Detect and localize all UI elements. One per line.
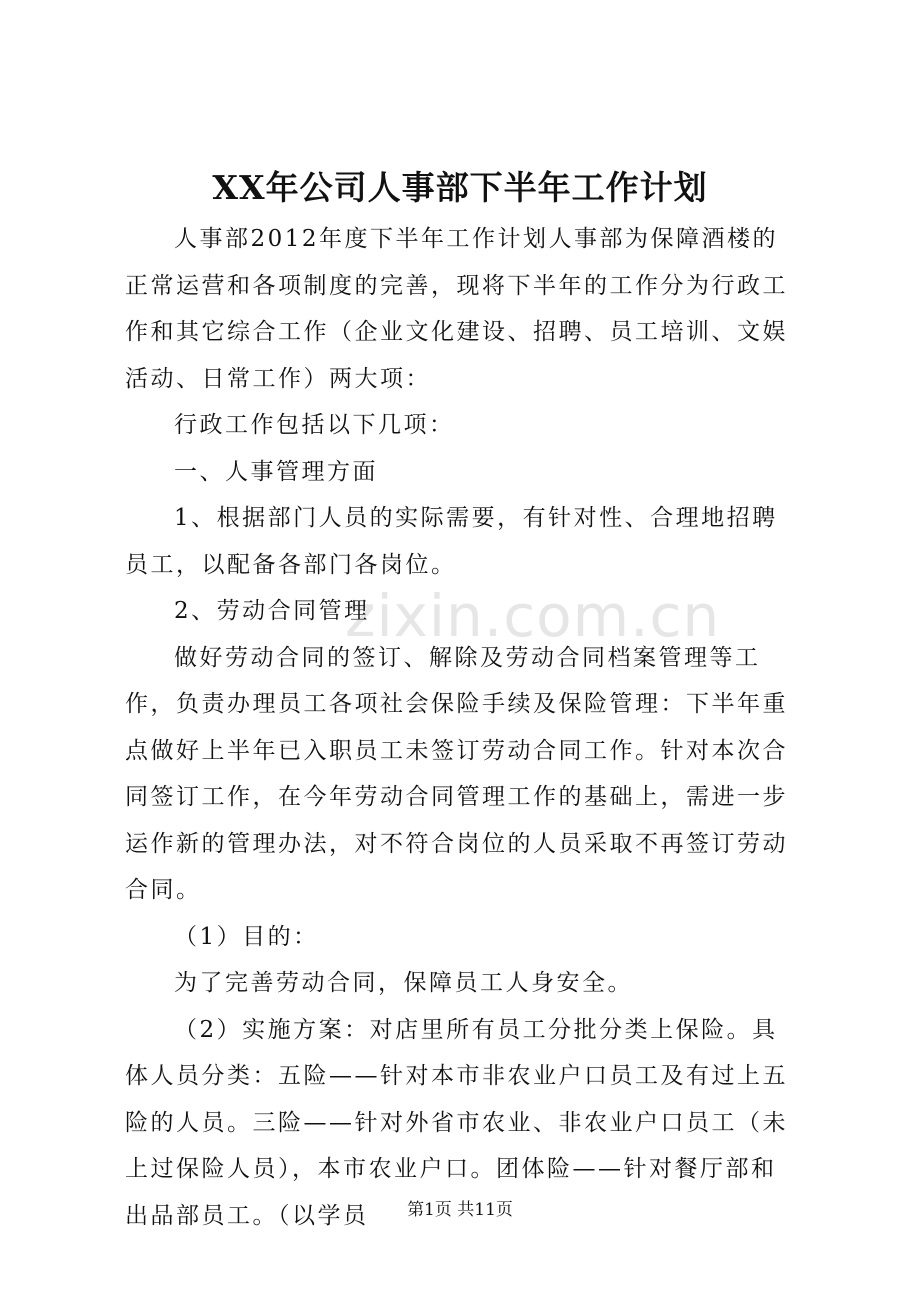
document-body — [125, 216, 800, 1239]
heading-labor-contract: 2、劳动合同管理 — [174, 598, 370, 624]
paragraph-intro: 人事部2012年度下半年工作计划人事部为保障酒楼的正常运营和各项制度的完善，现将下半年的工作分为行政工作和其它综合工作（企业文化建设、招聘、员工培训、文娱活动、日常工作）两大项： — [125, 226, 788, 392]
document-title: XX年公司人事部下半年工作计划 — [212, 168, 708, 207]
paragraph-labor-contract: 做好劳动合同的签订、解除及劳动合同档案管理等工作，负责办理员工各项社会保险手续及保险管理：下半年重点做好上半年已入职员工未签订劳动合同工作。针对本次合同签订工作，在今年劳动合同管理工作的基础上，需进一步运作新的管理办法，对不符合岗位的人员采取不再签订劳动合同。 — [125, 644, 788, 903]
paragraph-purpose: 为了完善劳动合同，保障员工人身安全。 — [174, 970, 633, 996]
heading-personnel-management: 一、人事管理方面 — [174, 458, 378, 485]
paragraph-admin-work: 行政工作包括以下几项： — [174, 412, 455, 438]
page-footer: 第1页 共11页 — [407, 1200, 513, 1220]
heading-purpose: （1）目的： — [174, 923, 319, 950]
paragraph-item-1: 1、根据部门人员的实际需要，有针对性、合理地招聘员工，以配备各部门各岗位。 — [125, 505, 778, 578]
watermark: zixin.com.cn — [345, 582, 721, 650]
paragraph-implementation: （2）实施方案：对店里所有员工分批分类上保险。具体人员分类：五险——针对本市非农业户口员工及有过上五险的人员。三险——针对外省市农业、非农业户口员工（未上过保险人员），本市农业户口。团体险——针对餐厅部和出品部员工。（以学员 — [125, 1016, 788, 1229]
